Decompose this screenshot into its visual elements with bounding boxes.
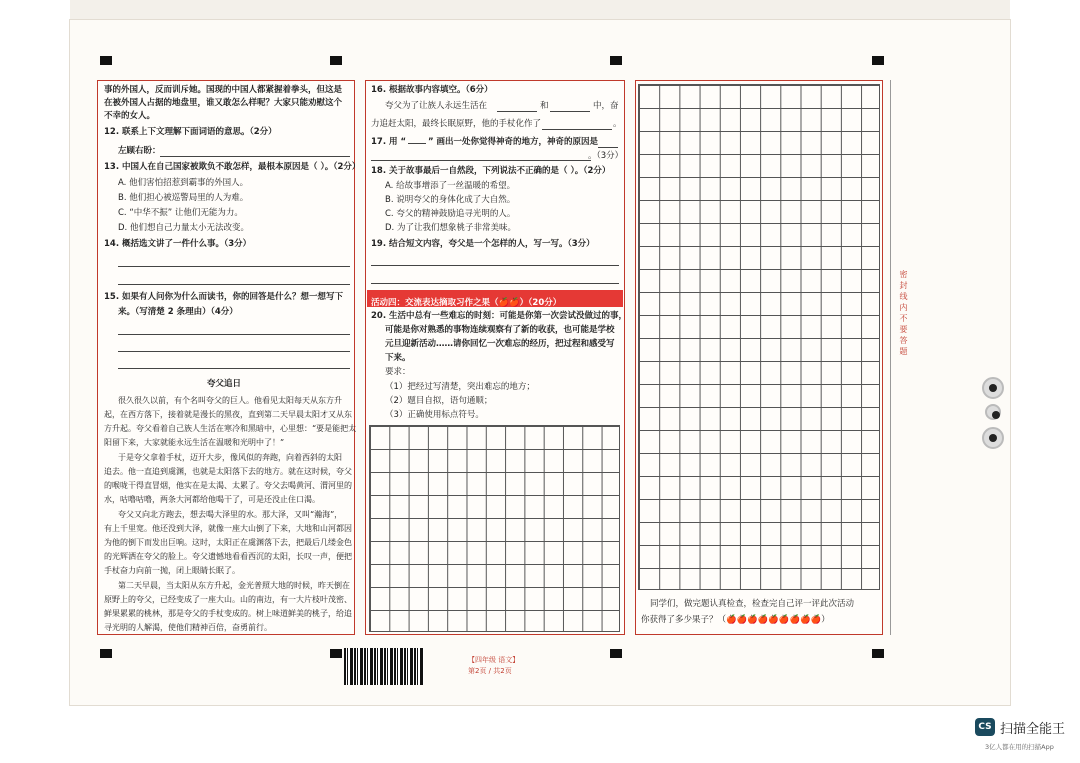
question-19: 19. 结合短文内容，夸父是一个怎样的人，写一写。（3分） — [371, 239, 595, 249]
binder-ring — [985, 404, 1001, 420]
q16-text: 夸父为了让族人永远生活在 — [385, 101, 488, 111]
question-13: 13. 中国人在自己国家被欺负不敢怎样，最根本原因是（ ）。（2分） — [104, 162, 361, 172]
story-line: 寻光明的人解渴，使他们精神百倍，奋勇前行。 — [104, 623, 272, 632]
question-14: 14. 概括选文讲了一件什么事。（3分） — [104, 239, 252, 249]
option[interactable]: A. 他们害怕招惹到霸事的外国人。 — [118, 178, 249, 188]
option[interactable]: D. 他们想自己力量太小无法改变。 — [118, 223, 249, 233]
requirement: （3）正确使用标点符号。 — [385, 410, 484, 420]
fill-blank[interactable] — [550, 111, 590, 112]
question-15: 15. 如果有人问你为什么而读书，你的回答是什么？想一想写下 — [104, 292, 344, 302]
question-17-cont: ” 画出一处你觉得神奇的地方，神奇的原因是 — [428, 137, 599, 147]
question-20-line: 可能是你对熟悉的事物连续观察有了新的收获，也可能是学校 — [385, 325, 615, 335]
story-line: 水，咕噜咕噜，两条大河都给他喝干了，可是还没止住口渴。 — [104, 495, 320, 504]
story-title: 夸父追日 — [207, 379, 242, 389]
app-name: 扫描全能王 — [1000, 722, 1066, 737]
answer-line[interactable] — [118, 351, 350, 352]
answer-line[interactable] — [118, 266, 350, 267]
banner-label: 活动四：交流表达摘取习作之果（🍎🍎）（20分） — [371, 298, 562, 308]
page-number: 第2页 / 共2页 — [468, 667, 512, 675]
q16-text: 和 — [540, 101, 549, 111]
story-line: 阳留下来，大家就能永远生活在温暖和光明中了！” — [104, 438, 285, 447]
q17-score: 。（3分） — [588, 151, 624, 161]
question-20-line: 元旦迎新活动……请你回忆一次难忘的经历，把过程和感受写 — [385, 339, 615, 349]
closing-line: 同学们，做完题认真检查，检查完自己评一评此次活动 — [650, 599, 855, 609]
app-tagline: 3亿人都在用的扫描App — [985, 743, 1054, 751]
story-line: 为他的倒下而发出巨响。这时，太阳正在虞渊落下去，把最后几缕金色 — [104, 538, 352, 547]
binder-ring — [982, 427, 1004, 449]
fill-blank[interactable] — [497, 111, 537, 112]
question-15-cont: 来。（写清楚 2 条理由）（4分） — [118, 307, 238, 317]
barcode — [344, 648, 424, 685]
answer-line[interactable] — [118, 284, 350, 285]
option[interactable]: C. “中华不振” 让他们无能为力。 — [118, 208, 243, 218]
question-17: 17. 用 “ — [371, 137, 407, 147]
registration-mark — [872, 649, 884, 658]
option[interactable]: D. 为了让我们想象桃子非常美味。 — [385, 223, 516, 233]
answer-line[interactable] — [118, 334, 350, 335]
camscanner-logo: CS — [975, 718, 995, 736]
story-line: 很久很久以前，有个名叫夸父的巨人。他看见太阳每天从东方升 — [118, 396, 342, 405]
story-line: 鲜果累累的桃林，那是夸父的手杖变成的。树上味道鲜美的桃子，给追 — [104, 609, 352, 618]
activity-four-banner — [367, 290, 623, 307]
q12-term: 左顾右盼： — [118, 146, 161, 156]
story-line: 追去。他一直追到虞渊，也就是太阳落下去的地方。就在这时候，夸父 — [104, 467, 352, 476]
writing-grid-right[interactable] — [638, 84, 880, 590]
option[interactable]: B. 说明夸父的身体化成了大自然。 — [385, 195, 516, 205]
answer-line[interactable] — [160, 156, 350, 157]
grade-label: 【四年级 语文】 — [468, 656, 520, 664]
registration-mark — [100, 649, 112, 658]
writing-grid-middle[interactable] — [369, 425, 620, 632]
q16-text: 中，奋 — [593, 101, 619, 111]
fill-blank[interactable] — [598, 147, 618, 148]
question-16: 16. 根据故事内容填空。（6分） — [371, 85, 493, 95]
requirement: （1）把经过写清楚，突出难忘的地方； — [385, 382, 535, 392]
option[interactable]: A. 给故事增添了一丝温暖的希望。 — [385, 181, 516, 191]
q16-text: 。 — [613, 119, 622, 129]
underline-sample — [408, 143, 426, 144]
story-line: 的光辉洒在夸父的脸上。夸父遗憾地看看西沉的太阳，长叹一声，便把 — [104, 552, 352, 561]
passage-line: 在被外国人占据的地盘里，谁又敢怎么样呢？大家只能劝慰这个 — [104, 98, 343, 108]
answer-line[interactable] — [118, 368, 350, 369]
story-line: 起，在西方落下，接着就是漫长的黑夜，直到第二天早晨太阳才又从东 — [104, 410, 352, 419]
registration-mark — [610, 56, 622, 65]
q16-text: 力追赶太阳，最终长眠原野，他的手杖化作了 — [371, 119, 542, 129]
answer-line[interactable] — [371, 265, 619, 266]
passage-line: 事的外国人，反而训斥她。国现的中国人都紧握着拳头，但这是 — [104, 85, 343, 95]
binder-ring — [982, 377, 1004, 399]
registration-mark — [610, 649, 622, 658]
registration-mark — [872, 56, 884, 65]
fill-blank[interactable] — [542, 129, 612, 130]
closing-line: 你获得了多少果子？（🍎🍎🍎🍎🍎🍎🍎🍎🍎） — [641, 615, 830, 625]
question-20-line: 下来。 — [385, 353, 411, 363]
seal-notice: 密封线内不要答题 — [899, 270, 908, 358]
story-line: 夸父又向北方跑去，想去喝大泽里的水。那大泽，又叫“瀚海”， — [118, 510, 343, 519]
story-line: 有上千里宽。他还没到大泽，就像一座大山倒了下来，大地和山河都因 — [104, 524, 352, 533]
story-line: 原野上的夸父，已经变成了一座大山。山的南边，有一大片枝叶茂密、 — [104, 595, 352, 604]
scan-top-edge — [70, 0, 1010, 22]
story-line: 于是夸父拿着手杖，迈开大步，像风似的奔跑，向着西斜的太阳 — [118, 453, 342, 462]
requirement: （2）题目自拟，语句通顺； — [385, 396, 493, 406]
story-line: 的喉咙干得直冒烟，他实在是太渴、太累了。夸父去喝黄河、渭河里的 — [104, 481, 352, 490]
option[interactable]: B. 他们担心被巡警局里的人为难。 — [118, 193, 249, 203]
question-20: 20. 生活中总有一些难忘的时刻：可能是你第一次尝试没做过的事， — [371, 311, 628, 321]
registration-mark — [100, 56, 112, 65]
registration-mark — [330, 56, 342, 65]
answer-line[interactable] — [371, 283, 619, 284]
question-12: 12. 联系上下文理解下面词语的意思。（2分） — [104, 127, 277, 137]
registration-mark — [330, 649, 342, 658]
question-18: 18. 关于故事最后一自然段，下列说法不正确的是（ ）。（2分） — [371, 166, 611, 176]
passage-line: 不幸的女人。 — [104, 111, 156, 121]
option[interactable]: C. 夸父的精神鼓励追寻光明的人。 — [385, 209, 516, 219]
story-line: 方升起。夸父看着自己族人生活在寒冷和黑暗中，心里想：“要是能把太 — [104, 424, 357, 433]
fill-blank[interactable] — [371, 160, 591, 161]
story-line: 第二天早晨，当太阳从东方升起，金光普照大地的时候，昨天倒在 — [118, 581, 350, 590]
story-line: 手杖奋力向前一抛，闭上眼睛长眠了。 — [104, 566, 240, 575]
requirements-title: 要求： — [385, 367, 411, 377]
